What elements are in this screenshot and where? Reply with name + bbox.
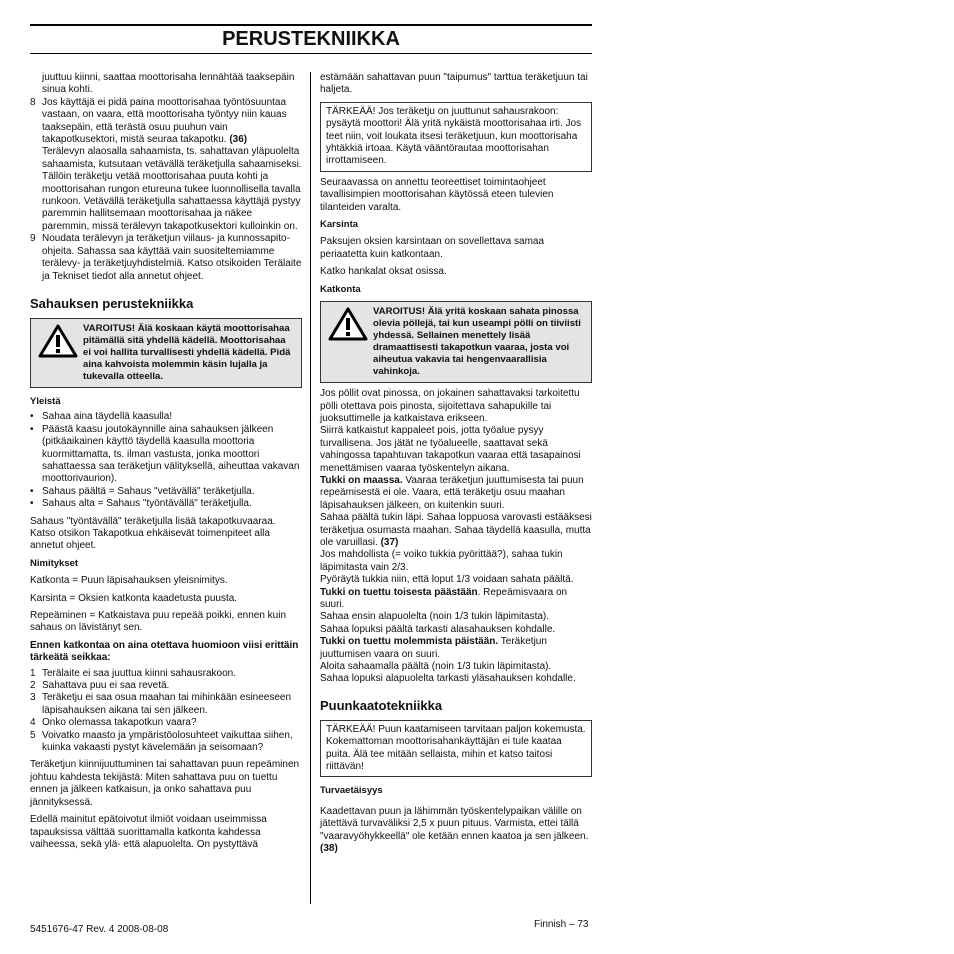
bullet-item: • Sahaa aina täydellä kaasulla! [30,411,173,423]
paragraph: Katko hankalat oksat osissa. [320,266,447,278]
list-item: 1 Terälaite ei saa juuttua kiinni sahausrakoon. [30,667,237,679]
paragraph: Sahaa lopuksi päältä tarkasti alasahauksen kohdalle. [320,623,556,635]
paragraph: Tukki on maassa. Vaaraa teräketjun juuttumisesta tai puun repeämisestä ei ole. Vaara, että teräketju osuu maahan läpisahauksen jälkeen, on kuitenkin suuri. [320,474,584,511]
paragraph: Sahaa lopuksi alapuolelta tarkasti yläsahauksen kohdalle. [320,673,576,685]
subheading: Yleistä [30,395,61,407]
paragraph: Sahaa päältä tukin läpi. Sahaa loppuosa varovasti estääksesi teräketjua osumasta maahan. Sahaa täydellä kaasulla, mutta ole varuillasi. (37) [320,512,592,548]
paragraph: juuttuu kiinni, saattaa moottorisaha lennähtää taaksepäin sinua kohti. [42,72,295,96]
section-heading: Puunkaatotekniikka [320,697,443,713]
list-item: 2 Sahattava puu ei saa revetä. [30,680,170,692]
subheading: Katkonta [320,283,361,295]
figure-reference: (38) [320,843,338,855]
paragraph: Seuraavassa on annettu teoreettiset toimintaohjeet tavallisimpien moottorisahan käytössä eteen tulevien tilanteiden varalta. [320,176,554,213]
warning-text: VAROITUS! Älä yritä koskaan sahata pinossa olevia pöllejä, tai kun useampi pölli on tiiviisti yhdessä. Sellainen menettely lisää dramaattisesti takapotkun vaaraa, josta voi aiheutua vakavia tai hengenvaarallisia vahinkoja. [373,306,581,378]
header-rule-bottom [30,53,592,54]
paragraph: Jos pöllit ovat pinossa, on jokainen sahattavaksi tarkoitettu pölli otettava pois pinosta, sijoitettava sahapukille tai juoksuttimelle ja katkaistava erikseen. [320,388,580,424]
warning-triangle-icon [325,305,371,379]
list-item: 3 Teräketju ei saa osua maahan tai mihinkään esineeseen läpisahauksen aikana tai sen jälkeen. [30,692,292,716]
paragraph: Edellä mainitut epätoivotut ilmiöt voidaan useimmissa tapauksissa välttää suorittamalla katkonta kahdessa vaiheessa, sekä ylä- että alapuolelta. On pystyttävä [30,814,267,850]
bullet-item: • Sahaus alta = Sahaus "työntävällä" teräketjulla. [30,498,252,510]
paragraph: Teräketjun kiinnijuuttuminen tai sahattavan puun repeäminen johtuu kahdesta tekijästä: Miten sahattava puu on tuettu ennen ja jälkeen katkaisun, ja onko sahattava puu jännityksessä. [30,759,300,808]
important-note-box [320,720,592,778]
bullet-item: • Päästä kaasu joutokäynnille aina sahauksen jälkeen (pitkäaikainen käyttö täydellä kaasulla moottoria kuormittamatta, ts. ilman vastusta, jonka moottori sahattaessa saa teräketjun välityksellä, aiheuttaa vakavan moottorivaurion). [30,423,300,485]
page-title: PERUSTEKNIIKKA [222,28,400,50]
paragraph: Karsinta = Oksien katkonta kaadetusta puusta. [30,592,238,604]
figure-reference: (36) [229,134,248,146]
subheading: Turvaetäisyys [320,785,383,797]
important-note-box [320,102,592,172]
warning-box [30,318,302,388]
bullet-item: • Sahaus päältä = Sahaus "vetävällä" teräketjulla. [30,485,255,497]
note-text: TÄRKEÄÄ! Puun kaatamiseen tarvitaan paljon kokemusta. Kokemattoman moottorisahankäyttäjän ei tule kaataa puita. Älä tee mitään sellaista, mihin et katso taitosi riittävän! [326,723,586,773]
paragraph-bold: Ennen katkontaa on aina otettava huomioon viisi erittäin tärkeätä seikkaa: [30,639,299,664]
paragraph: Katkonta = Puun läpisahauksen yleisnimitys. [30,575,228,587]
paragraph: Aloita sahaamalla päältä (noin 1/3 tukin läpimitasta). [320,661,552,673]
paragraph: Tukki on tuettu molemmista päistään. Teräketjun juuttumisen vaara on suuri. [320,636,547,660]
paragraph: Siirrä katkaistut kappaleet pois, jotta työalue pysyy turvallisena. Jos jätät ne työalueelle, saattavat sekä vahingossa tapahtuvan takapotkun vaaraa että tasapainosi menettämisen vaaraa työskentelyn aikana. [320,425,581,474]
warning-box [320,301,592,383]
warning-triangle-icon [35,322,81,384]
paragraph: Repeäminen = Katkaistava puu repeää poikki, ennen kuin sahaus on lävistänyt sen. [30,610,287,634]
footer-page-number: Finnish – 73 [534,919,589,930]
paragraph: Sahaus "työntävällä" teräketjulla lisää takapotkuvaaraa. Katso otsikon Takapotkua ehkäisevät toimenpiteet alla annetut ohjeet. [30,515,276,552]
list-item: 5 Voivatko maasto ja ympäristöolosuhteet vaikuttaa siihen, kuinka vakaasti pystyt kävelemään ja seisomaan? [30,729,293,754]
list-item: 8 Jos käyttäjä ei pidä paina moottorisahaa työntösuuntaa vastaan, on vaara, että moottorisaha työntyy niin kauas taaksepäin, että terästä osuu puuhun vain takapotkusektori, mistä seuraa takapotku. (36) [30,96,287,146]
figure-reference: (37) [380,536,399,548]
paragraph: Sahaa ensin alapuolelta (noin 1/3 tukin läpimitasta). [320,611,550,623]
right-column [320,72,592,856]
warning-text: VAROITUS! Älä koskaan käytä moottorisahaa pitämällä sitä yhdellä kädellä. Moottorisahaa ei voi hallita turvallisesti yhdellä kädellä. Pidä aina kahvoista molemmin käsin lujalla ja tukevalla otteella. [83,322,291,382]
paragraph: Tukki on tuettu toisesta päästään. Repeämisvaara on suuri. [320,586,568,610]
column-divider [310,72,311,904]
list-item: 9 Noudata terälevyn ja teräketjun viilaus- ja kunnossapito-ohjeita. Sahassa saa käyttää vain suositeltemiamme terälevy- ja teräketjuyhdistelmiä. Katso otsikoiden Terälaite ja Tekniset tiedot alla annetut ohjeet. [30,233,302,282]
subheading: Nimitykset [30,557,79,569]
paragraph: Paksujen oksien karsintaan on sovellettava samaa periaatetta kuin katkontaan. [320,236,545,260]
left-column [30,72,302,851]
paragraph: Pyöräytä tukkia niin, että loput 1/3 voidaan sahata päältä. [320,574,574,586]
footer-doc-id: 5451676-47 Rev. 4 2008-08-08 [30,924,169,935]
paragraph: Terälevyn alaosalla sahaamista, ts. sahattavan yläpuolelta sahaamista, kutsutaan vetävällä teräketjulla sahaamiseksi. Tällöin teräketju vetää moottorisahaa puuta kohti ja moottorisahan rungon etureuna tukee luonnollisella tavalla runkoon. Vetävällä teräketjulla sahattaessa käyttäjä pystyy paremmin hallitsemaan moottorisahaa ja näkee paremmin, missä terälevyn takapotkusektori kulloinkin on. [42,146,302,232]
paragraph: estämään sahattavan puun "taipumus" tarttua teräketjuun tai haljeta. [320,72,588,96]
paragraph: Jos mahdollista (= voiko tukkia pyörittää?), sahaa tukin läpimitasta vain 2/3. [320,549,563,573]
note-text: TÄRKEÄÄ! Jos teräketju on juuttunut sahausrakoon: pysäytä moottori! Älä yritä nykäistä moottorisahaa irti. Jos teet niin, voit loukata itsesi teräketjuun, kun moottorisaha yhtäkkiä irtoaa. Käytä vääntörautaa moottorisahan irrottamiseen. [326,105,582,167]
subheading: Karsinta [320,219,359,231]
section-heading: Sahauksen perustekniikka [30,295,194,311]
list-item: 4 Onko olemassa takapotkun vaara? [30,717,197,729]
paragraph: Kaadettavan puun ja lähimmän työskentelypaikan välille on jätettävä turvaväliksi 2,5 x puun pituus. Varmista, ettei tällä "vaaravyöhykkeellä" ole ketään ennen kaatoa ja sen jälkeen. (38) [320,805,589,855]
